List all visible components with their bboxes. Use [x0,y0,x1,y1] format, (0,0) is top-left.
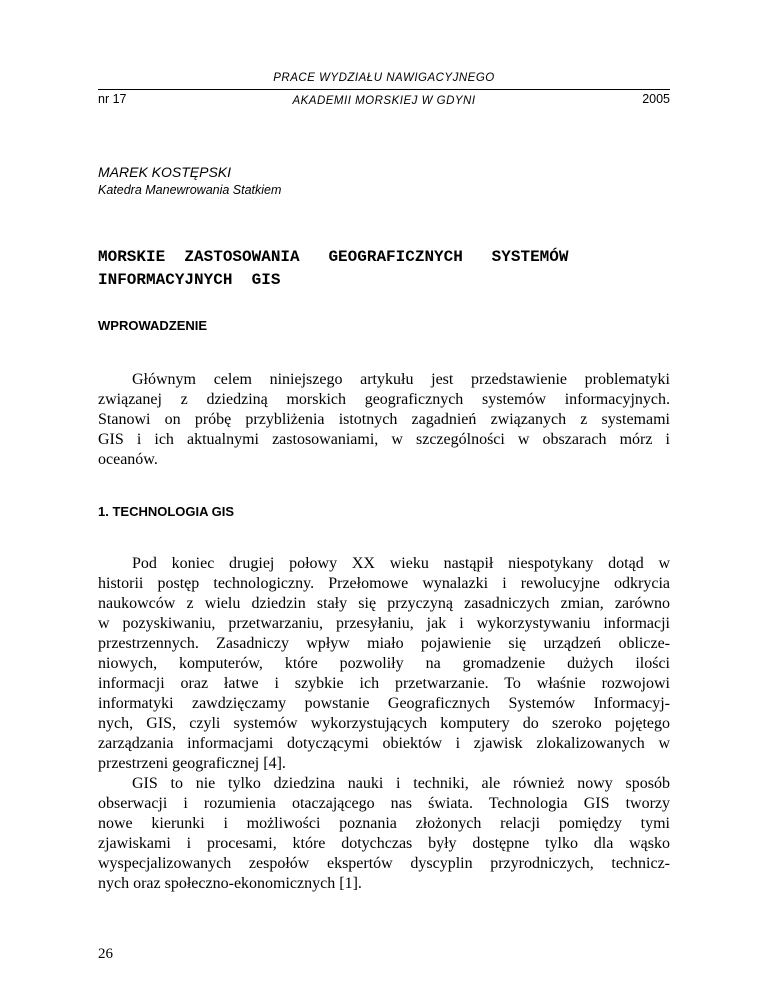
text-line: przestrzennych. Zasadniczy wpływ miało pojawienie się urządzeń oblicze- [98,635,670,652]
text-line: w pozyskiwaniu, przetwarzaniu, przesyłaniu, jak i wykorzystywaniu informacji [98,615,670,632]
journal-series-line1: PRACE WYDZIAŁU NAWIGACYJNEGO [273,72,495,84]
text-line: GIS to nie tylko dziedzina nauki i techniki, ale również nowy sposób [132,775,670,792]
text-line: informacji oraz łatwe i szybkie ich przetwarzanie. To właśnie rozwojowi [98,675,670,692]
text-line: nych, GIS, czyli systemów wykorzystujących komputery do szeroko pojętego [98,715,670,732]
text-line: nych oraz społeczno-ekonomicznych [1]. [98,875,362,892]
text-line: historii postęp technologiczny. Przełomowe wynalazki i rewolucyjne odkrycia [98,575,670,592]
text-line: GIS i ich aktualnymi zastosowaniami, w szczególności w obszarach mórz i [98,431,670,448]
intro-paragraph [98,370,670,470]
text-line: niowych, komputerów, które pozwoliły na gromadzenie dużych ilości [98,655,670,672]
technology-paragraph-2 [98,774,670,894]
author-name: MAREK KOSTĘPSKI [98,164,232,180]
page-number: 26 [98,946,113,962]
section-heading-technology: 1. TECHNOLOGIA GIS [98,504,235,519]
text-line: przestrzeni geograficznej [4]. [98,755,286,772]
author-affiliation: Katedra Manewrowania Statkiem [98,183,282,197]
text-line: związanej z dziedziną morskich geograficznych systemów informacyjnych. [98,391,670,408]
text-line: Głównym celem niniejszego artykułu jest przedstawienie problematyki [132,371,670,388]
technology-paragraph-1 [98,554,670,774]
publication-year: 2005 [642,92,670,106]
text-line: obserwacji i rozumienia otaczającego nas świata. Technologia GIS tworzy [98,795,670,812]
issue-number: nr 17 [98,92,127,106]
article-title [98,246,618,292]
text-line: Stanowi on próbę przybliżenia istotnych zagadnień związanych z systemami [98,411,670,428]
text-line: zjawiskami i procesami, które dotychczas były dostępne tylko dla wąsko [98,835,670,852]
text-line: zarządzania informacjami dotyczącymi obiektów i zjawisk zlokalizowanych w [98,735,670,752]
text-line: wyspecjalizowanych zespołów ekspertów dyscyplin przyrodniczych, technicz- [98,855,670,872]
journal-series-line2: AKADEMII MORSKIEJ W GDYNI [292,95,476,107]
text-line: naukowców z wielu dziedzin stały się przyczyną zasadniczych zmian, zarówno [98,595,670,612]
article-title-line1: MORSKIE ZASTOSOWANIA GEOGRAFICZNYCH SYSTEMÓW [98,248,569,266]
text-line: nowe kierunki i możliwości poznania złożonych relacji pomiędzy tymi [98,815,670,832]
text-line: oceanów. [98,451,158,468]
article-title-line2: INFORMACYJNYCH GIS [98,271,281,289]
section-heading-intro: WPROWADZENIE [98,318,208,333]
header-rule [98,89,670,90]
text-line: informatyki zawdzięczamy powstanie Geograficznych Systemów Informacyj- [98,695,670,712]
text-line: Pod koniec drugiej połowy XX wieku nastąpił niespotykany dotąd w [132,555,670,572]
